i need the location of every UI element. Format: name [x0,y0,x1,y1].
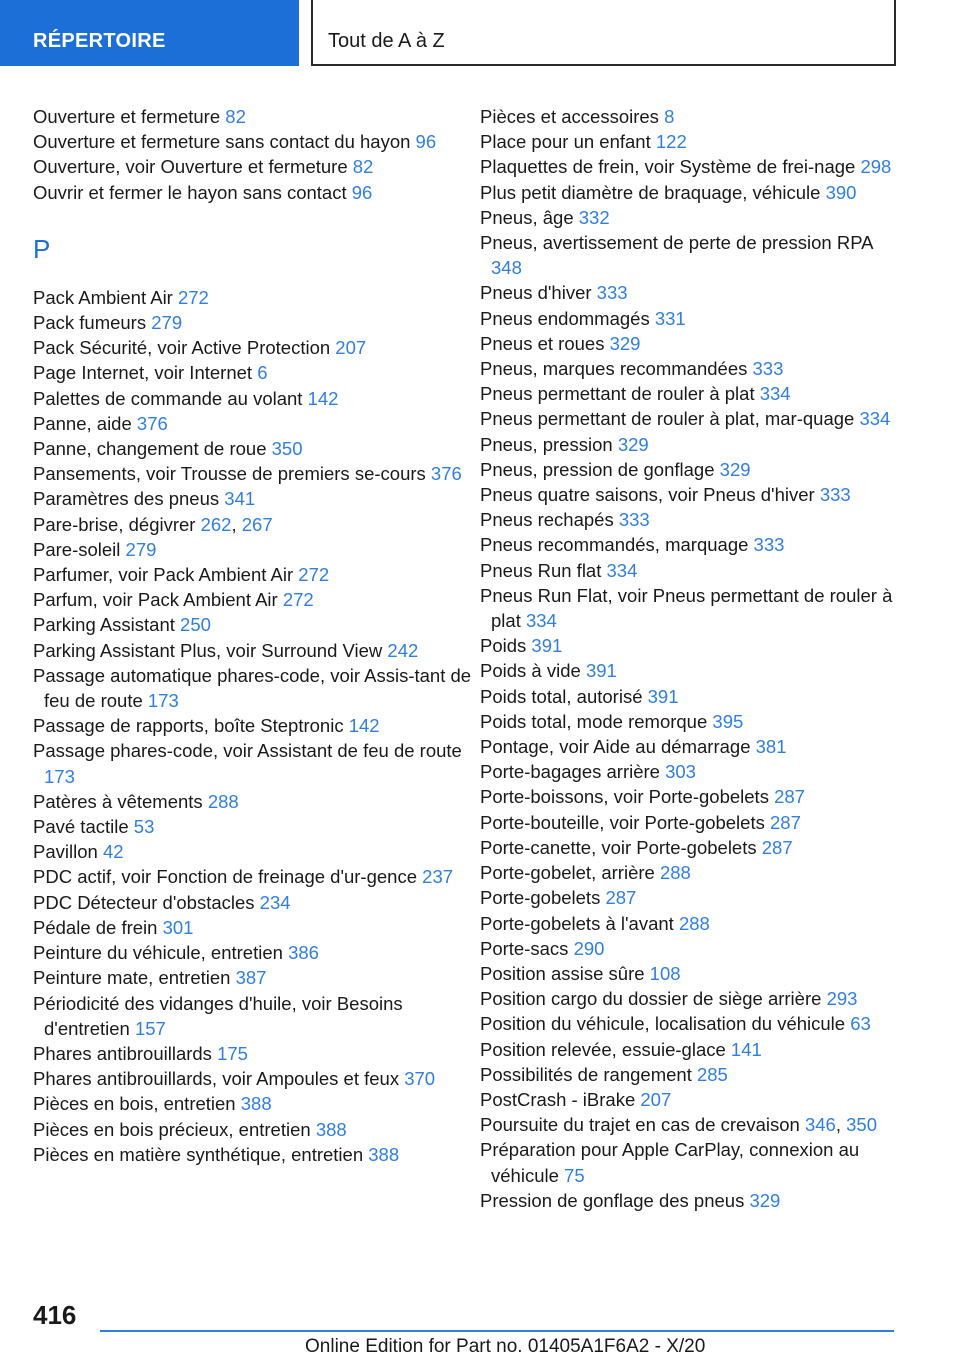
index-page-link[interactable]: 75 [564,1164,585,1186]
index-entry-term: Porte-sacs [480,937,569,959]
index-entry-term: Porte-gobelets [480,887,601,909]
index-page-link[interactable]: 96 [351,181,373,203]
index-entry-term: Palettes de commande au volant [33,387,303,409]
index-page-link[interactable]: 333 [596,282,628,304]
index-page-link[interactable]: 288 [659,862,691,884]
index-page-link[interactable]: 303 [665,761,696,783]
index-page-link[interactable]: 290 [573,937,605,959]
index-entry-term: Poursuite du trajet en cas de crevaison [480,1114,800,1136]
index-page-link[interactable]: 348 [491,257,522,279]
index-page-link[interactable]: 207 [335,337,367,359]
index-entry [33,1117,473,1142]
index-page-link[interactable]: 333 [752,358,784,380]
index-entry [480,734,900,759]
index-entry-term: PDC actif, voir Fonction de freinage d'ur-gence [33,866,418,888]
index-entry [33,814,473,839]
index-entry [33,335,473,360]
index-entry [33,129,473,154]
index-entry-term: Parking Assistant Plus, voir Surround View [33,639,383,661]
index-entry-term: Paramètres des pneus [33,488,220,510]
index-entry [480,1062,900,1087]
index-entry-term: Plaquettes de frein, voir Système de frei-nage [480,156,856,178]
index-entry [480,205,900,230]
index-entry-term: Porte-bagages arrière [480,761,660,783]
index-entry-term: Parfum, voir Pack Ambient Air [33,589,278,611]
index-page-link[interactable]: 350 [846,1114,877,1136]
index-entry [33,180,473,205]
index-entry-term: PostCrash - iBrake [480,1088,636,1110]
index-page-link[interactable]: 207 [640,1088,672,1110]
index-entry-term: Pneus, âge [480,206,574,228]
index-entry-term: Poids [480,635,527,657]
index-entry [33,1066,473,1091]
index-entry [480,784,900,809]
index-entry [480,810,900,835]
index-entry [33,461,473,486]
index-page-link[interactable]: 331 [654,307,686,329]
index-entry [480,381,900,406]
index-entry-term: Périodicité des vidanges d'huile, voir Besoins d'entretien [33,992,403,1039]
index-entry-term: Pneus, pression de gonflage [480,458,715,480]
index-entry-term: Ouverture et fermeture [33,106,221,127]
index-entry-term: Poids total, mode remorque [480,710,708,732]
index-page-link[interactable]: 333 [753,534,785,556]
index-entry-term: Pédale de frein [33,916,158,938]
index-page-link[interactable]: 387 [235,967,267,989]
index-entry-term: Pare-soleil [33,538,121,560]
index-entry-term: Peinture du véhicule, entretien [33,942,283,964]
index-entry [33,486,473,511]
index-page-link[interactable]: 287 [770,811,801,833]
section-tab[interactable] [0,0,299,66]
index-entry-term: Place pour un enfant [480,131,651,153]
index-entry: Pare-brise, dégivrer 262, 267 [33,513,273,535]
index-entry-term: Position relevée, essuie-glace [480,1038,726,1060]
index-entry [33,663,473,713]
index-entry [33,386,473,411]
index-entry [33,940,473,965]
index-page-link[interactable]: 329 [749,1189,781,1211]
index-entry [33,104,473,129]
index-entry: Poursuite du trajet en cas de crevaison 346, 350 [480,1114,877,1136]
index-entry [480,633,900,658]
index-entry [480,835,900,860]
index-entry [480,457,900,482]
index-entry [33,310,473,335]
index-entry-term: Pneus recommandés, marquage [480,534,749,556]
index-entry [480,684,900,709]
section-label: RÉPERTOIRE [33,30,166,52]
index-entry-term: Pneus permettant de rouler à plat [480,383,755,405]
index-page-link[interactable]: 287 [605,887,637,909]
index-page-link[interactable]: 6 [257,362,268,384]
index-entry-term: Pneus, marques recommandées [480,358,748,380]
index-page-link[interactable]: 388 [368,1143,400,1165]
index-entry [33,411,473,436]
index-entry-term: Pack fumeurs [33,312,147,334]
index-page-link[interactable]: 142 [307,387,339,409]
index-entry [480,759,900,784]
index-entry-term: Poids total, autorisé [480,685,643,707]
index-entry-term: Préparation pour Apple CarPlay, connexion au véhicule [480,1139,860,1186]
index-entry-term: Position du véhicule, localisation du véhicule [480,1013,846,1035]
index-entry-term: Pavé tactile [33,816,129,838]
index-entry [480,230,900,280]
index-entry-term: Pneus et roues [480,332,605,354]
index-page-link[interactable]: 334 [525,610,557,632]
index-entry [33,638,473,663]
index-entry [480,532,900,557]
index-page-link[interactable]: 341 [224,488,256,510]
index-entry-term: Pontage, voir Aide au démarrage [480,736,751,758]
index-entry [480,1037,900,1062]
index-entry [33,713,473,738]
index-page-link[interactable]: 250 [180,614,211,636]
index-entry [33,612,473,637]
index-entry-term: Pneus, avertissement de perte de pression RPA [480,232,873,254]
index-entry-term: Porte-gobelets à l'avant [480,912,674,934]
index-entry-term: Porte-boissons, voir Porte-gobelets [480,786,769,808]
index-page-link[interactable]: 298 [860,156,892,178]
index-entry [33,738,473,788]
index-page-link[interactable]: 82 [225,106,246,127]
index-page-link[interactable]: 388 [315,1118,347,1140]
index-entry [33,839,473,864]
index-entry-term: Pneus permettant de rouler à plat, mar-quage [480,408,855,430]
index-entry [33,864,473,889]
index-entry [480,331,900,356]
index-page-link[interactable]: 237 [422,866,454,888]
index-entry [480,911,900,936]
index-entry-term: Pavillon [33,841,98,863]
index-entry-term: Pièces en bois, entretien [33,1093,236,1115]
index-entry-term: PDC Détecteur d'obstacles [33,891,255,913]
index-page-link[interactable]: 122 [655,131,687,153]
index-entry [480,154,900,179]
index-entry [33,991,473,1041]
index-page-link[interactable]: 157 [134,1017,166,1039]
index-entry [33,154,473,179]
index-page-link[interactable]: 287 [761,836,793,858]
index-page-link[interactable]: 390 [825,181,857,203]
index-entry [480,104,900,129]
index-page-link[interactable]: 395 [712,710,744,732]
index-page-link[interactable]: 141 [730,1038,762,1060]
index-page-link[interactable]: 376 [430,463,462,485]
index-entry-term: Ouvrir et fermer le hayon sans contact [33,181,347,203]
index-column-left [33,104,473,1167]
index-entry-term: Pack Ambient Air [33,286,173,308]
index-entry [33,1091,473,1116]
index-entry [33,285,473,310]
index-page-link[interactable]: 334 [759,383,791,405]
index-entry-term: Pièces en matière synthétique, entretien [33,1143,364,1165]
index-entry-term: Porte-gobelet, arrière [480,862,655,884]
index-page-link[interactable]: 272 [298,564,330,586]
index-entry [33,436,473,461]
index-page-link[interactable]: 234 [259,891,291,913]
index-entry-term: Panne, changement de roue [33,438,267,460]
index-page-link[interactable]: 334 [606,559,638,581]
edition-text: Online Edition for Part no. 01405A1F6A2 - X/20 [305,1336,706,1357]
index-page-link[interactable]: 391 [531,635,563,657]
index-page-link[interactable]: 272 [177,286,209,308]
index-entry-term: Pièces en bois précieux, entretien [33,1118,311,1140]
index-page-link[interactable]: 288 [207,790,239,812]
index-entry [480,180,900,205]
chapter-title-box [311,0,896,66]
page-number: 416 [33,1300,77,1330]
index-page-link[interactable]: 175 [217,1042,248,1064]
index-entry [480,432,900,457]
index-entry [33,1041,473,1066]
index-entry-term: Pièces et accessoires [480,106,659,127]
index-entry [480,306,900,331]
index-entry [33,562,473,587]
index-page-link[interactable]: 334 [859,408,891,430]
index-entry-term: Parfumer, voir Pack Ambient Air [33,564,294,586]
index-page-link[interactable]: 262 [200,513,232,535]
index-letter-heading: P [33,233,51,264]
index-entry [480,1188,900,1213]
index-entry [480,1137,900,1187]
index-entry [480,558,900,583]
index-page-link[interactable]: 388 [240,1093,272,1115]
index-entry-term: Ouverture et fermeture sans contact du hayon [33,131,411,153]
index-page-link[interactable]: 142 [348,715,380,737]
index-entry-term: Possibilités de rangement [480,1063,692,1085]
index-entry-term: Plus petit diamètre de braquage, véhicule [480,181,821,203]
index-entry [480,1011,900,1036]
index-entry [480,482,900,507]
index-entry [480,280,900,305]
index-page-link[interactable]: 391 [647,685,679,707]
index-page-link[interactable]: 279 [125,538,157,560]
index-entry-term: Pare-brise, dégivrer [33,513,196,535]
index-page-link[interactable]: 53 [133,816,155,838]
index-entry-term: Porte-bouteille, voir Porte-gobelets [480,811,765,833]
index-page-link[interactable]: 8 [664,106,675,127]
index-entry-term: Panne, aide [33,412,132,434]
index-entry-term: Position assise sûre [480,962,645,984]
index-entry-term: Pansements, voir Trousse de premiers se-cours [33,463,426,485]
footer-divider [100,1330,894,1332]
index-page-link[interactable]: 279 [151,312,183,334]
index-entry-term: Patères à vêtements [33,790,203,812]
index-entry [33,360,473,385]
index-entry [33,789,473,814]
index-entry-term: Passage phares-code, voir Assistant de feu de route [33,740,462,762]
index-entry [480,860,900,885]
page-header [0,0,960,66]
index-page-link[interactable]: 108 [649,962,681,984]
index-entry [33,537,473,562]
index-entry [480,583,900,633]
index-entry-term: Passage de rapports, boîte Steptronic [33,715,344,737]
index-entry-term: Pack Sécurité, voir Active Protection [33,337,331,359]
index-entry-term: Parking Assistant [33,614,175,636]
index-page-link[interactable]: 96 [415,131,437,153]
index-page-link[interactable]: 332 [578,206,610,228]
index-entry-term: Phares antibrouillards [33,1042,212,1064]
index-entry [480,356,900,381]
index-entry [480,936,900,961]
index-page-link[interactable]: 391 [585,660,617,682]
index-entry [480,885,900,910]
index-page-link[interactable]: 287 [774,786,805,808]
index-page-link[interactable]: 301 [162,916,194,938]
index-page-link[interactable]: 370 [404,1068,436,1090]
index-entry [480,1087,900,1112]
index-entry-term: Pneus, pression [480,433,613,455]
index-page-link[interactable]: 82 [352,156,374,178]
index-entry [33,1142,473,1167]
index-page-link[interactable]: 381 [755,736,787,758]
index-entry [33,965,473,990]
index-column-right [480,104,900,1213]
index-page-link[interactable]: 173 [147,690,179,712]
index-entry-term: Peinture mate, entretien [33,967,231,989]
index-entry-term: Position cargo du dossier de siège arrière [480,988,822,1010]
index-entry [480,709,900,734]
index-page-link[interactable]: 272 [282,589,314,611]
index-page-link[interactable]: 329 [617,433,649,455]
index-entry [33,587,473,612]
index-entry [480,961,900,986]
index-entry-term: Porte-canette, voir Porte-gobelets [480,836,757,858]
index-entry-term: Page Internet, voir Internet [33,362,253,384]
index-entry [33,890,473,915]
index-page-link[interactable]: 329 [609,332,641,354]
index-page-link[interactable]: 350 [271,438,303,460]
index-entry-term: Passage automatique phares-code, voir Assis-tant de feu de route [33,664,472,712]
index-page-link[interactable]: 242 [387,639,419,661]
index-page-link[interactable]: 288 [678,912,710,934]
index-entry-term: Pneus endommagés [480,307,650,329]
index-page-link[interactable]: 386 [288,942,319,964]
index-entry-term: Phares antibrouillards, voir Ampoules et feux [33,1068,400,1090]
index-entry-term: Pression de gonflage des pneus [480,1189,745,1211]
index-entry [480,507,900,532]
chapter-title: Tout de A à Z [328,30,445,52]
index-page-link[interactable]: 346 [804,1114,836,1136]
index-page-link[interactable]: 285 [696,1063,728,1085]
index-page-link[interactable]: 329 [719,458,751,480]
index-page-link[interactable]: 267 [241,513,273,535]
index-entry-term: Poids à vide [480,660,581,682]
index-entry [480,986,900,1011]
index-page-link[interactable]: 376 [136,412,168,434]
index-page-link[interactable]: 333 [618,509,650,531]
index-entry-term: Pneus d'hiver [480,282,592,304]
index-entry [33,915,473,940]
index-entry-term: Pneus Run Flat, voir Pneus permettant de rouler à plat [480,584,893,632]
index-entry-term: Pneus quatre saisons, voir Pneus d'hiver [480,484,815,506]
index-entry-term: Ouverture, voir Ouverture et fermeture [33,156,348,178]
index-page-link[interactable]: 173 [44,765,75,787]
index-page-link[interactable]: 333 [819,484,851,506]
index-page-link[interactable]: 293 [826,988,858,1010]
index-entry [480,658,900,683]
index-entry-term: Pneus Run flat [480,559,602,581]
index-entry-term: Pneus rechapés [480,509,614,531]
index-page-link[interactable]: 63 [850,1013,871,1035]
index-page-link[interactable]: 42 [102,841,124,863]
index-entry [480,406,900,431]
index-entry [480,129,900,154]
